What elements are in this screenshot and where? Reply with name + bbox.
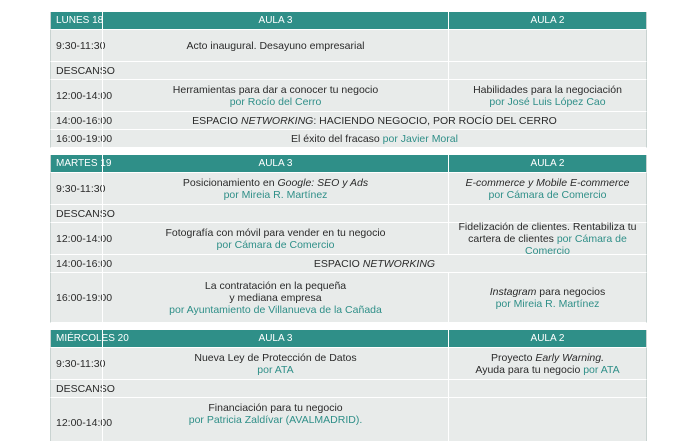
session-speaker: por José Luis López Cao	[489, 95, 606, 108]
session-title: ESPACIO	[313, 257, 363, 270]
session-room-b	[448, 173, 646, 204]
session-room-b	[448, 220, 646, 257]
session-speaker: por ATA	[257, 363, 294, 376]
session-title: Posicionamiento en	[182, 176, 278, 189]
time-slot: 12:00-14:00	[56, 89, 113, 102]
time-slot: 12:00-14:00	[56, 232, 113, 245]
day-label: MIÉRCOLES 20	[56, 333, 129, 344]
session-room-a	[102, 30, 448, 61]
break-row	[50, 380, 647, 398]
session-room-a	[102, 348, 448, 379]
time-slot: 16:00-19:00	[56, 132, 113, 145]
day-label: MARTES 19	[56, 158, 112, 169]
time-slot: 9:30-11:30	[56, 357, 106, 370]
schedule	[50, 12, 647, 441]
day-header	[50, 155, 647, 173]
session-room-a	[102, 173, 448, 204]
session-title: Acto inaugural. Desayuno empresarial	[186, 39, 365, 52]
session-title: Fidelización de clientes. Rentabiliza tu	[458, 220, 637, 233]
time-slot: 16:00-19:00	[56, 291, 113, 304]
session-row	[50, 112, 647, 130]
session-row	[50, 255, 647, 273]
session-title: : HACIENDO NEGOCIO, POR ROCÍO DEL CERRO	[313, 114, 557, 127]
session-title: Nueva Ley de Protección de Datos	[194, 351, 357, 364]
session-title: Ayuda para tu negocio	[475, 363, 584, 376]
time-slot: 12:00-14:00	[56, 416, 113, 429]
session-title: El éxito del fracaso	[291, 132, 383, 145]
room-a-label: AULA 3	[102, 330, 448, 347]
session-room-b	[448, 398, 646, 441]
session-room-a	[102, 273, 448, 322]
session-title: Proyecto	[490, 351, 536, 364]
session-row	[50, 348, 647, 380]
session-row	[50, 220, 647, 257]
day-header	[50, 12, 647, 30]
room-a-label: AULA 3	[102, 12, 448, 29]
session-title: Fotografía con móvil para vender en tu negocio	[165, 226, 386, 239]
session-speaker: por Cámara de Comercio	[525, 232, 627, 257]
session-title-italic: NETWORKING	[362, 257, 436, 270]
session-title: Habilidades para la negociación	[473, 83, 622, 96]
session-full-width	[102, 112, 646, 129]
session-row	[50, 398, 647, 441]
day-label: LUNES 18	[56, 15, 104, 26]
session-room-b	[448, 273, 646, 322]
session-title: Financiación para tu negocio	[208, 402, 343, 414]
session-title: cartera de clientes	[468, 232, 557, 245]
session-title-italic: E-commerce y Mobile E-commerce	[465, 176, 630, 189]
session-row	[50, 130, 647, 148]
session-title: ESPACIO	[192, 114, 241, 127]
break-row	[50, 62, 647, 80]
session-full-width	[102, 130, 646, 147]
session-full-width	[102, 255, 646, 272]
session-room-a	[102, 80, 448, 111]
session-room-b	[448, 348, 646, 379]
session-title: para negocios	[536, 285, 606, 298]
session-title: La contratación en la pequeña	[204, 279, 347, 292]
day-monday	[50, 12, 647, 148]
session-speaker: por Mireia R. Martínez	[223, 188, 328, 201]
session-title-italic: Google: SEO y Ads	[277, 176, 369, 189]
room-a-label: AULA 3	[102, 155, 448, 172]
session-speaker: por Patricia Zaldívar (AVALMADRID).	[188, 414, 363, 426]
time-slot: 14:00-16:00	[56, 257, 113, 270]
session-speaker: por Rocío del Cerro	[229, 95, 322, 108]
day-wednesday	[50, 330, 647, 441]
session-title-italic: NETWORKING	[241, 114, 314, 127]
session-title-italic: Instagram	[489, 285, 537, 298]
session-speaker: por Mireia R. Martínez	[495, 297, 600, 310]
session-room-b	[448, 80, 646, 111]
time-slot: 14:00-16:00	[56, 114, 113, 127]
session-row	[50, 273, 647, 323]
session-row	[50, 30, 647, 62]
session-title-italic: Early Warning.	[535, 351, 605, 364]
session-speaker: por Javier Moral	[382, 132, 458, 145]
day-header	[50, 330, 647, 348]
session-title: y mediana empresa	[229, 291, 322, 304]
session-room-a	[102, 223, 448, 254]
time-slot: 9:30-11:30	[56, 39, 106, 52]
session-room-b	[448, 30, 646, 61]
session-title: Herramientas para dar a conocer tu negocio	[172, 83, 379, 96]
session-speaker: por Ayuntamiento de Villanueva de la Cañada	[169, 303, 382, 316]
session-room-a	[102, 398, 448, 441]
day-tuesday	[50, 155, 647, 323]
room-b-label: AULA 2	[448, 12, 646, 29]
break-label: DESCANSO	[56, 64, 115, 77]
break-label: DESCANSO	[56, 207, 115, 220]
room-b-label: AULA 2	[448, 330, 646, 347]
break-label: DESCANSO	[56, 382, 115, 395]
session-row	[50, 80, 647, 112]
session-speaker: por Cámara de Comercio	[488, 188, 607, 201]
room-b-label: AULA 2	[448, 155, 646, 172]
time-slot: 9:30-11:30	[56, 182, 106, 195]
session-speaker: por Cámara de Comercio	[216, 238, 335, 251]
session-speaker: por ATA	[583, 363, 620, 376]
session-row	[50, 173, 647, 205]
